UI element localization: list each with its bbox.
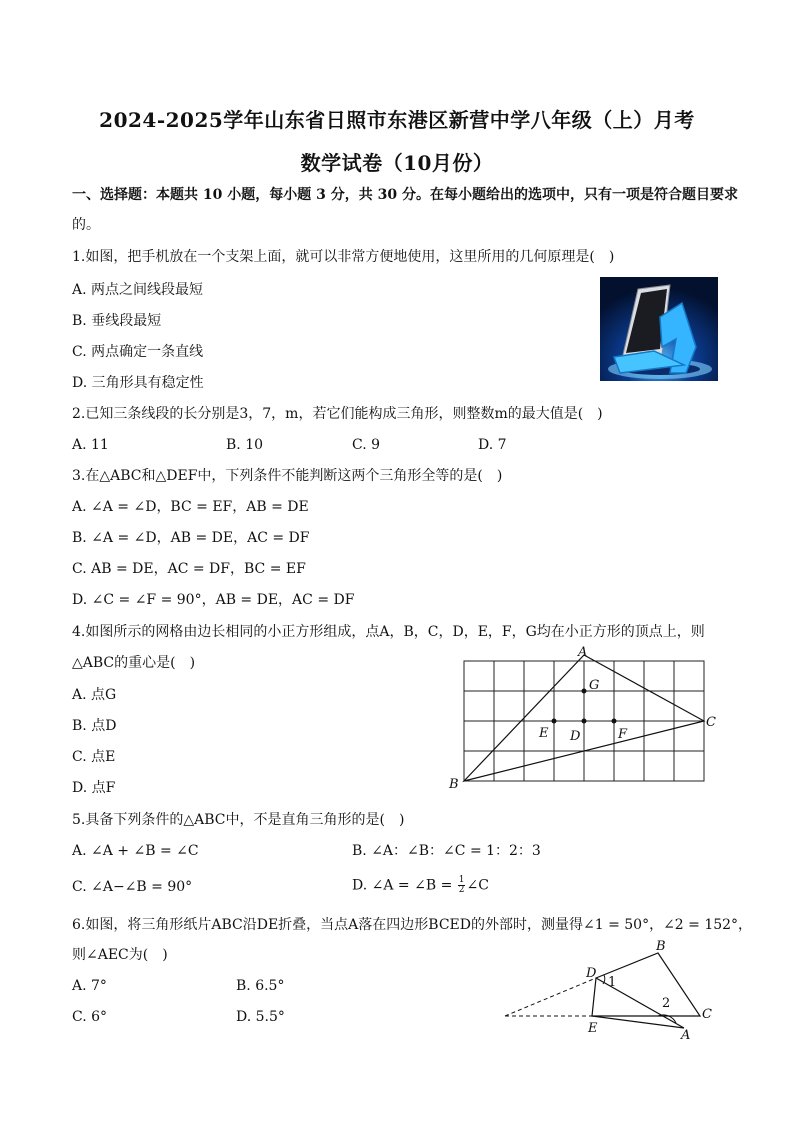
line-ea bbox=[592, 1016, 684, 1028]
q6-fold-figure bbox=[500, 940, 720, 1040]
q4-stem-line1: 4.如图所示的网格由边长相同的小正方形组成，点A，B，C，D，E，F，G均在小正方形的顶点上，则 bbox=[72, 624, 705, 640]
label-d: D bbox=[570, 729, 581, 744]
q6-stem-line2: 则∠AEC为( ) bbox=[72, 947, 168, 963]
label-2: 2 bbox=[662, 996, 671, 1011]
point-e bbox=[552, 719, 557, 724]
label-f: F bbox=[618, 727, 628, 742]
label-g: G bbox=[589, 678, 600, 693]
q4-option-d: D. 点F bbox=[72, 780, 116, 796]
q2-option-b: B. 10 bbox=[226, 437, 264, 453]
label-a: A bbox=[681, 1028, 691, 1040]
q4-option-b: B. 点D bbox=[72, 718, 117, 734]
phone-stand-photo bbox=[600, 277, 718, 381]
q1-option-a: A. 两点之间线段最短 bbox=[72, 282, 204, 298]
q5-option-d-fraction bbox=[458, 876, 466, 895]
exam-title-line1: 2024-2025学年山东省日照市东港区新营中学八年级（上）月考 bbox=[99, 108, 695, 132]
point-d bbox=[582, 719, 587, 724]
fraction-numerator: 1 bbox=[458, 875, 465, 885]
q5-stem: 5.具备下列条件的△ABC中，不是直角三角形的是( ) bbox=[72, 812, 405, 828]
q4-option-a: A. 点G bbox=[72, 687, 117, 703]
q3-option-b: B. ∠A = ∠D，AB = DE，AC = DF bbox=[72, 530, 310, 546]
q4-option-c: C. 点E bbox=[72, 749, 116, 765]
q4-stem-line2: △ABC的重心是( ) bbox=[72, 655, 196, 671]
q5-option-d-tail: ∠C bbox=[466, 877, 489, 894]
q2-stem: 2.已知三条线段的长分别是3，7，m，若它们能构成三角形，则整数m的最大值是( ) bbox=[72, 406, 603, 422]
dashed-line-ad bbox=[505, 978, 596, 1016]
label-1: 1 bbox=[608, 975, 617, 990]
point-f bbox=[612, 719, 617, 724]
label-d: D bbox=[586, 966, 597, 981]
q3-option-c: C. AB = DE，AC = DF，BC = EF bbox=[72, 561, 306, 577]
fraction-denominator: 2 bbox=[458, 885, 465, 895]
section-instructions-line1: 一、选择题：本题共 10 小题，每小题 3 分，共 30 分。在每小题给出的选项中，只有一项是符合题目要求 bbox=[72, 187, 738, 203]
q3-option-d: D. ∠C = ∠F = 90°，AB = DE，AC = DF bbox=[72, 592, 355, 608]
q1-option-b: B. 垂线段最短 bbox=[72, 313, 162, 329]
label-e: E bbox=[588, 1021, 598, 1036]
q3-option-a: A. ∠A = ∠D，BC = EF，AB = DE bbox=[72, 499, 309, 515]
q5-option-d bbox=[352, 876, 489, 895]
q6-stem-line1: 6.如图，将三角形纸片ABC沿DE折叠，当点A落在四边形BCED的外部时，测量得∠1 = 50°，∠2 = 152°， bbox=[72, 917, 753, 933]
q1-stem: 1.如图，把手机放在一个支架上面，就可以非常方便地使用，这里所用的几何原理是( ) bbox=[72, 249, 615, 265]
label-b: B bbox=[656, 940, 666, 954]
label-e: E bbox=[539, 726, 549, 741]
q6-option-b: B. 6.5° bbox=[236, 978, 285, 994]
q5-option-b: B. ∠A：∠B：∠C = 1：2：3 bbox=[352, 843, 541, 859]
label-c: C bbox=[702, 1007, 712, 1022]
q6-option-d: D. 5.5° bbox=[236, 1009, 285, 1025]
q2-option-d: D. 7 bbox=[478, 437, 507, 453]
q6-option-c: C. 6° bbox=[72, 1009, 108, 1025]
q6-option-a: A. 7° bbox=[72, 978, 107, 994]
q2-option-a: A. 11 bbox=[72, 437, 109, 453]
q3-stem: 3.在△ABC和△DEF中，下列条件不能判断这两个三角形全等的是( ) bbox=[72, 468, 503, 484]
q5-option-c: C. ∠A−∠B = 90° bbox=[72, 879, 193, 895]
q1-option-d: D. 三角形具有稳定性 bbox=[72, 375, 204, 391]
q1-option-c: C. 两点确定一条直线 bbox=[72, 344, 204, 360]
label-b: B bbox=[449, 777, 459, 792]
exam-title-line2: 数学试卷（10月份） bbox=[300, 151, 494, 175]
label-c: C bbox=[706, 715, 716, 730]
section-instructions-line2: 的。 bbox=[72, 217, 100, 233]
q5-option-d-text: D. ∠A = ∠B = bbox=[352, 877, 457, 894]
point-g bbox=[582, 689, 587, 694]
q5-option-a: A. ∠A + ∠B = ∠C bbox=[72, 843, 199, 859]
label-a: A bbox=[578, 645, 588, 660]
q2-option-c: C. 9 bbox=[352, 437, 381, 453]
q4-grid-figure bbox=[444, 644, 724, 794]
